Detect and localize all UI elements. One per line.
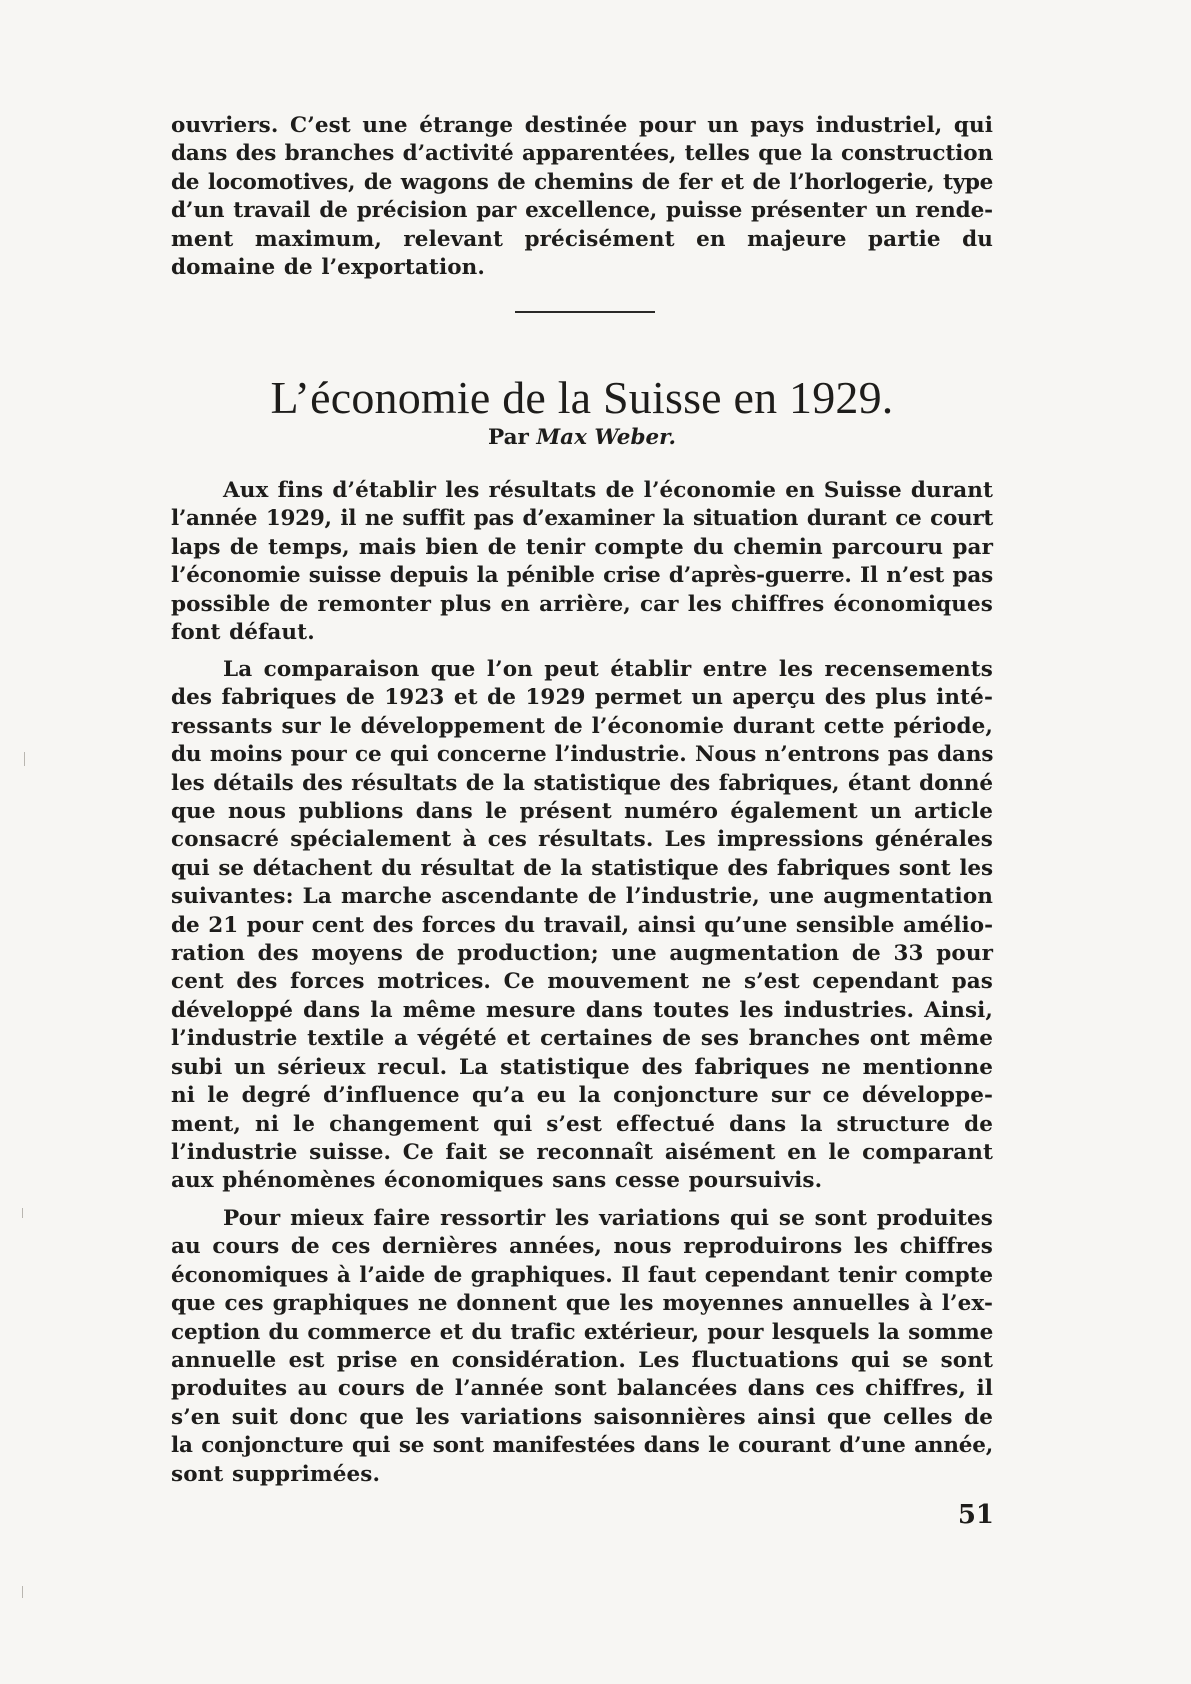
text-line: l’année 1929, il ne suffit pas d’examiner la situation durant ce court — [171, 506, 993, 532]
text-line: ment, ni le changement qui s’est effectué dans la structure de — [171, 1111, 993, 1137]
text-line: que nous publions dans le présent numéro également un article — [171, 799, 993, 825]
text-line: de locomotives, de wagons de chemins de fer et de l’horlogerie, type — [171, 169, 993, 195]
text-line: au cours de ces dernières années, nous reproduirons les chiffres — [171, 1234, 993, 1260]
text-line: aux phénomènes économiques sans cesse poursuivis. — [171, 1168, 823, 1194]
text-line: ressants sur le développement de l’économie durant cette période, — [171, 713, 993, 739]
text-line: cent des forces motrices. Ce mouvement ne s’est cependant pas — [171, 969, 993, 995]
text-line: l’économie suisse depuis la pénible crise d’après-guerre. Il n’est pas — [171, 563, 993, 589]
byline-prefix: Par — [487, 425, 529, 450]
text-line: d’un travail de précision par excellence, puisse présenter un rende- — [171, 198, 993, 224]
text-line: ment maximum, relevant précisément en majeure partie du — [171, 226, 993, 252]
text-line: l’industrie suisse. Ce fait se reconnaît aisément en le comparant — [171, 1139, 993, 1165]
article-byline — [171, 424, 993, 452]
text-line: des fabriques de 1923 et de 1929 permet un aperçu des plus inté- — [171, 685, 993, 711]
text-line: laps de temps, mais bien de tenir compte du chemin parcouru par — [171, 534, 993, 560]
text-line: domaine de l’exportation. — [171, 255, 485, 281]
scan-margin-mark — [22, 1586, 23, 1598]
text-line: économiques à l’aide de graphiques. Il faut cependant tenir compte — [171, 1262, 993, 1288]
body-paragraph — [171, 656, 993, 1196]
text-line: suivantes: La marche ascendante de l’industrie, une augmentation — [171, 884, 993, 910]
section-divider — [515, 311, 655, 313]
scan-margin-mark — [24, 752, 25, 766]
text-line: La comparaison que l’on peut établir entre les recensements — [223, 657, 993, 682]
text-line: dans des branches d’activité apparentées, telles que la construction — [171, 141, 993, 167]
text-line: ni le degré d’influence qu’a eu la conjoncture sur ce développe- — [171, 1083, 993, 1109]
text-line: les détails des résultats de la statistique des fabriques, étant donné — [171, 770, 993, 796]
intro-paragraph — [171, 112, 993, 282]
text-line: développé dans la même mesure dans toutes les industries. Ainsi, — [171, 997, 993, 1023]
text-line: de 21 pour cent des forces du travail, ainsi qu’une sensible amélio- — [171, 912, 993, 938]
text-line: ration des moyens de production; une augmentation de 33 pour — [171, 941, 993, 967]
article-title: L’économie de la Suisse en 1929. — [270, 372, 894, 423]
author-name: Max Weber. — [536, 425, 676, 450]
text-line: du moins pour ce qui concerne l’industrie. Nous n’entrons pas dans — [171, 742, 994, 768]
text-line: s’en suit donc que les variations saisonnières ainsi que celles de — [171, 1404, 993, 1430]
text-line: Aux fins d’établir les résultats de l’économie en Suisse durant — [223, 478, 993, 503]
text-line: ception du commerce et du trafic extérieur, pour lesquels la somme — [171, 1319, 994, 1345]
page-number: 51 — [957, 1500, 994, 1530]
text-line: ouvriers. C’est une étrange destinée pour un pays industriel, qui — [171, 113, 993, 138]
body-paragraph — [171, 477, 993, 647]
text-line: font défaut. — [171, 620, 315, 646]
text-line: subi un sérieux recul. La statistique des fabriques ne mentionne — [171, 1054, 993, 1080]
text-line: produites au cours de l’année sont balancées dans ces chiffres, il — [171, 1376, 993, 1402]
text-line: que ces graphiques ne donnent que les moyennes annuelles à l’ex- — [171, 1291, 993, 1317]
text-line: possible de remonter plus en arrière, car les chiffres économiques — [171, 591, 993, 617]
text-line: la conjoncture qui se sont manifestées dans le courant d’une année, — [171, 1433, 993, 1459]
text-line: qui se détachent du résultat de la statistique des fabriques sont les — [171, 855, 993, 881]
text-line: l’industrie textile a végété et certaines de ses branches ont même — [171, 1026, 993, 1052]
scan-margin-mark — [22, 1208, 23, 1218]
body-paragraph — [171, 1205, 993, 1489]
text-line: Pour mieux faire ressortir les variations qui se sont produites — [223, 1206, 993, 1231]
text-line: annuelle est prise en considération. Les fluctuations qui se sont — [171, 1348, 993, 1374]
text-line: sont supprimées. — [171, 1461, 381, 1487]
text-line: consacré spécialement à ces résultats. Les impressions générales — [171, 827, 993, 853]
